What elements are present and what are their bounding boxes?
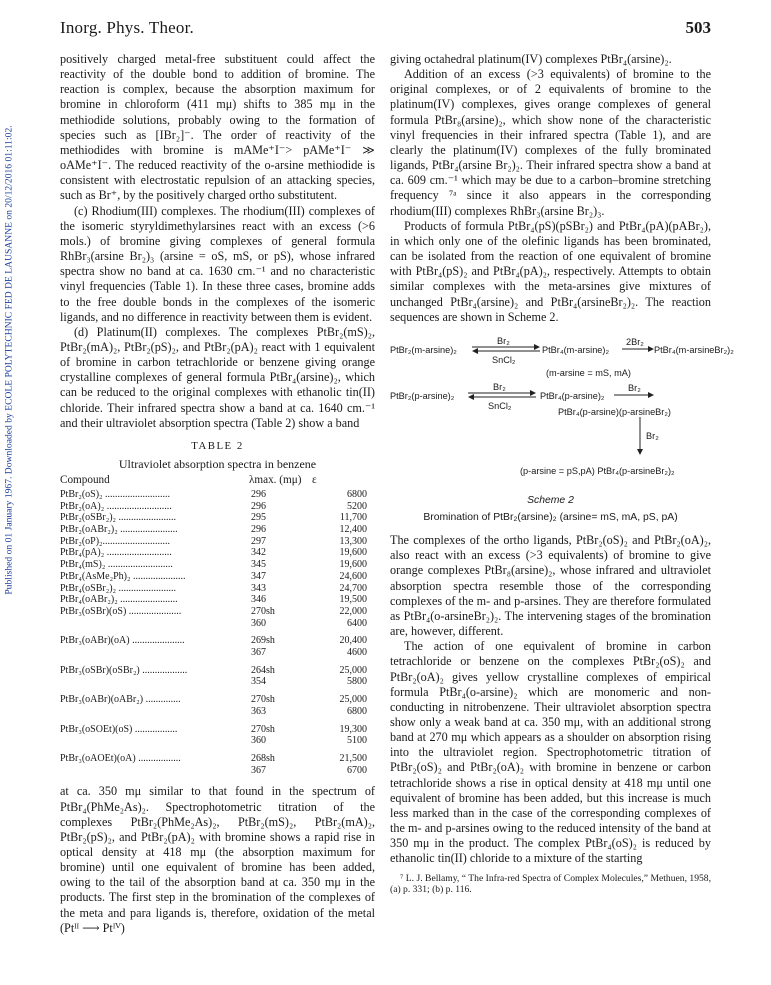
scheme-intermediate-meta: PtBr₄(m-arsine)₂ xyxy=(542,344,610,355)
table-row xyxy=(60,524,375,536)
right-column xyxy=(390,52,734,896)
table-body xyxy=(60,489,375,776)
cell-compound: PtBr₃(oAOEt)(oA) ................. xyxy=(60,752,181,764)
cell-epsilon: 19,600 xyxy=(339,559,367,571)
cell-compound xyxy=(60,647,249,659)
scheme-reagent: Br₂ xyxy=(497,335,510,346)
cell-lambda: 360 xyxy=(251,617,266,629)
cell-compound xyxy=(60,765,249,777)
cell-epsilon: 5800 xyxy=(347,676,367,688)
table-row xyxy=(60,536,375,548)
cell-epsilon: 5100 xyxy=(347,735,367,747)
cell-lambda: 269sh xyxy=(251,635,275,647)
scheme-note: (m-arsine = mS, mA) xyxy=(546,367,631,378)
page-number: 503 xyxy=(685,18,711,37)
table-row xyxy=(60,489,375,501)
table-row xyxy=(60,547,375,559)
left-column xyxy=(60,52,375,936)
paragraph: (c) Rhodium(III) complexes. The rhodium(III) complexes of the isomeric styryldimethylarsines react with an excess (>6 mols.) of bromine giving complexes of general formula RhBr₃(arsine Br₂)₃ (arsine = oS, mS, or pS), whose infrared spectra show no band at ca. 1630 cm.⁻¹ and no characteristic vinyl frequencies (Table 1). In these three cases, bromine adds to the free double bonds in the complexes of the isomeric ligands, and no difference in reactivity between them is evident. xyxy=(60,203,375,324)
cell-epsilon: 25,000 xyxy=(339,694,367,706)
paragraph: The action of one equivalent of bromine in carbon tetrachloride or benzene on the complexes PtBr₂(oS)₂ and PtBr₂(oA)₂ gives yellow crystalline complexes of empirical formula PtBr₄(o-arsine)₂ which are monomeric and non-conducting in nitrobenzene. Their ultraviolet absorption spectra show only a weak band at ca. 350 mμ, with an additional strong band at 270 mμ which appears as a shoulder on absorption rising into the ultraviolet region. Spectrophotometric titration of PtBr₂(oS)₂ and PtBr₂(oA)₂ with bromine in benzene or carbon tetrachloride shows a rise in optical density at 418 mμ until one equivalent of bromine has been added, but this increase is much less marked than in the case of the corresponding complexes of the m- and p-arsines owing to the reduced intensity of the band at 350 mμ in the product. The complex PtBr₄(oS)₂ is reduced by ethanolic tin(II) chloride to a mixture of the starting xyxy=(390,639,711,866)
cell-epsilon: 12,400 xyxy=(339,524,367,536)
cell-compound: PtBr₄(mS)₂ .......................... xyxy=(60,559,173,571)
cell-compound: PtBr₄(oSBr₂)₂ ....................... xyxy=(60,582,177,594)
cell-lambda: 270sh xyxy=(251,605,275,617)
scheme-reagent: SnCl₂ xyxy=(488,400,512,411)
scheme-product-para: PtBr₄(p-arsine)(p-arsineBr₂) xyxy=(558,406,671,417)
scheme-reactant-para: PtBr₂(p-arsine)₂ xyxy=(390,390,455,401)
paragraph: giving octahedral platinum(IV) complexes PtBr₄(arsine)₂. xyxy=(390,52,672,66)
cell-compound xyxy=(60,735,249,747)
cell-compound: PtBr₃(oSOEt)(oS) ................. xyxy=(60,723,178,735)
scheme-reactant-meta: PtBr₂(m-arsine)₂ xyxy=(390,344,457,355)
cell-epsilon: 6400 xyxy=(347,617,367,629)
cell-lambda: 343 xyxy=(251,582,266,594)
cell-lambda: 270sh xyxy=(251,694,275,706)
cell-epsilon: 24,700 xyxy=(339,582,367,594)
table-row xyxy=(60,559,375,571)
cell-compound: PtBr₂(oS)₂ .......................... xyxy=(60,488,171,500)
cell-lambda: 268sh xyxy=(251,752,275,764)
table-row xyxy=(60,647,375,659)
cell-compound: PtBr₃(oABr)(oABr₂) .............. xyxy=(60,694,181,706)
table-row xyxy=(60,606,375,618)
table-row xyxy=(60,688,375,706)
cell-compound: PtBr₃(oSBr)(oSBr₂) .................. xyxy=(60,664,188,676)
header-lambda: λmax. (mμ) xyxy=(249,474,302,487)
table-row xyxy=(60,571,375,583)
cell-compound xyxy=(60,706,249,718)
reaction-scheme xyxy=(390,333,734,493)
cell-lambda: 270sh xyxy=(251,723,275,735)
scheme-caption: Bromination of PtBr₂(arsine)₂ (arsine= mS, mA, pS, pA) xyxy=(423,511,678,523)
header-epsilon: ε xyxy=(312,474,317,487)
cell-compound: PtBr₂(oABr₂)₂ ....................... xyxy=(60,524,178,536)
cell-epsilon: 5200 xyxy=(347,500,367,512)
table-title: TABLE 2 xyxy=(191,439,244,452)
cell-epsilon: 22,000 xyxy=(339,605,367,617)
uv-spectra-table xyxy=(60,475,375,776)
cell-epsilon: 19,300 xyxy=(339,723,367,735)
cell-compound: PtBr₂(oP)₂........................... xyxy=(60,535,171,547)
scheme-label: Scheme 2 xyxy=(527,494,574,506)
cell-lambda: 295 xyxy=(251,512,266,524)
cell-compound xyxy=(60,676,249,688)
cell-epsilon: 25,000 xyxy=(339,664,367,676)
paragraph: at ca. 350 mμ similar to that found in the spectrum of PtBr₄(PhMe₂As)₂. Spectrophotometric titration of the complexes PtBr₂(PhMe₂As)₂, PtBr₂(mS)₂, PtBr₂(mA)₂, PtBr₂(pS)₂, and PtBr₂(pA)₂ with bromine shows a rapid rise in optical density at 418 mμ (the absorption maximum for bromine) until one equivalent of bromine has been added, owing to the tail of the absorption band at ca. 350 mμ in the products. The first step in the bromination of the complexes of the meta and para ligands is, therefore, oxidation of the metal (Ptᴵᴵ ⟶ Ptᴵⱽ) xyxy=(60,784,375,935)
cell-lambda: 345 xyxy=(251,559,266,571)
cell-epsilon: 13,300 xyxy=(339,535,367,547)
scheme-reagent: 2Br₂ xyxy=(626,336,644,347)
table-row xyxy=(60,629,375,647)
paragraph: Products of formula PtBr₄(pS)(pSBr₂) and PtBr₄(pA)(pABr₂), in which only one of the olefinic ligands has been brominated, can be isolated from the reaction of one equivalent of bromine with PtBr₄(pS)₂ and PtBr₄(pA)₂, respectively. Attempts to obtain similar complexes with the meta-arsines give mixtures of unchanged PtBr₄(arsine)₂ and PtBr₄(arsineBr₂)₂. The reaction sequences are shown in Scheme 2. xyxy=(390,218,711,324)
paragraph: Addition of an excess (>3 equivalents) of bromine to the original complexes, or of 2 equivalents of bromine to the platinum(IV) complexes, gives orange complexes of general formula PtBr₈(arsine)₂, which show none of the characteristic vinyl frequencies in their infrared spectra (Table 1), and are clearly the platinum(IV) complexes of the fully brominated ligands, PtBr₄(arsine Br₂)₂. Their infrared spectra show a band at ca. 609 cm.⁻¹ which may be due to a carbon–bromine stretching frequency ⁷ᵃ since it also appears in the corresponding rhodium(III) complexes RhBr₃(arsine Br₂)₃. xyxy=(390,67,711,218)
cell-epsilon: 6800 xyxy=(347,488,367,500)
cell-compound: PtBr₃(oSBr)(oS) ..................... xyxy=(60,605,182,617)
cell-epsilon: 21,500 xyxy=(339,752,367,764)
page-header xyxy=(60,18,711,42)
cell-lambda: 360 xyxy=(251,735,266,747)
table-row xyxy=(60,659,375,677)
cell-compound xyxy=(60,618,249,630)
table-caption: Ultraviolet absorption spectra in benzene xyxy=(118,457,317,472)
cell-lambda: 367 xyxy=(251,764,266,776)
table-row xyxy=(60,594,375,606)
cell-epsilon: 24,600 xyxy=(339,570,367,582)
footnote: ⁷ L. J. Bellamy, “ The Infra-red Spectra of Complex Molecules,” Methuen, 1958, (a) p. 331; (b) p. 116. xyxy=(390,872,711,896)
cell-epsilon: 6700 xyxy=(347,764,367,776)
download-watermark xyxy=(2,60,16,660)
cell-lambda: 347 xyxy=(251,570,266,582)
table-row xyxy=(60,765,375,777)
cell-lambda: 264sh xyxy=(251,664,275,676)
header-compound: Compound xyxy=(60,474,110,487)
cell-lambda: 296 xyxy=(251,500,266,512)
cell-lambda: 354 xyxy=(251,676,266,688)
scheme-reagent: Br₂ xyxy=(646,430,659,441)
table-row xyxy=(60,676,375,688)
paragraph: positively charged metal-free substituent could affect the reactivity of the double bond to addition of bromine. The reaction is complex, because the absorption maximum for bromine in chloroform (411 mμ) shifts to 385 mμ in the methiodide solutions, probably owing to the formation of species such as [IBr₂]⁻. The order of reactivity of the methiodides with bromine is mAMe⁺I⁻> pAMe⁺I⁻ ≫ oAMe⁺I⁻. The reduced reactivity of the o-arsine methiodide is consistent with electrostatic repulsion of an attacking species, such as Br⁺, by the positively charged ortho substitutent. xyxy=(60,52,375,203)
table-row xyxy=(60,735,375,747)
cell-lambda: 342 xyxy=(251,547,266,559)
cell-lambda: 367 xyxy=(251,647,266,659)
cell-epsilon: 4600 xyxy=(347,647,367,659)
table-header-row xyxy=(60,475,375,489)
cell-lambda: 296 xyxy=(251,488,266,500)
cell-compound: PtBr₄(oABr₂)₂ ....................... xyxy=(60,594,178,606)
scheme-reagent: SnCl₂ xyxy=(492,354,516,365)
scheme-final-product: (p-arsine = pS,pA) PtBr₄(p-arsineBr₂)₂ xyxy=(520,465,675,476)
cell-compound: PtBr₂(oSBr₂)₂ ....................... xyxy=(60,512,177,524)
cell-epsilon: 20,400 xyxy=(339,635,367,647)
cell-compound: PtBr₄(AsMe₂Ph)₂ ..................... xyxy=(60,570,186,582)
cell-epsilon: 11,700 xyxy=(339,512,367,524)
cell-compound: PtBr₃(oABr)(oA) ..................... xyxy=(60,635,185,647)
table-row xyxy=(60,718,375,736)
cell-lambda: 296 xyxy=(251,524,266,536)
cell-lambda: 297 xyxy=(251,535,266,547)
journal-title: Inorg. Phys. Theor. xyxy=(60,18,194,37)
scheme-intermediate-para: PtBr₄(p-arsine)₂ xyxy=(540,390,605,401)
cell-lambda: 346 xyxy=(251,594,266,606)
paragraph: (d) Platinum(II) complexes. The complexes PtBr₂(mS)₂, PtBr₂(mA)₂, PtBr₂(pS)₂, and PtBr₂(pA)₂ react with 1 equivalent of bromine in carbon tetrachloride or benzene giving orange crystalline complexes of general formula PtBr₄(arsine)₂, which can be reduced to the original complexes with ethanolic tin(II) chloride. Their infrared spectra show a band at ca. 1640 cm.⁻¹ and their ultraviolet absorption spectra (Table 2) show a band xyxy=(60,324,375,430)
table-row xyxy=(60,583,375,595)
download-watermark-text: Published on 01 January 1967. Downloaded by ECOLE POLYTECHNIC FED DE LAUSANNE on 20/12/2016 01:11:02. xyxy=(3,125,15,595)
scheme-reagent: Br₂ xyxy=(628,382,641,393)
table-row xyxy=(60,618,375,630)
cell-compound: PtBr₂(oA)₂ .......................... xyxy=(60,500,172,512)
cell-epsilon: 19,500 xyxy=(339,594,367,606)
scheme-reagent: Br₂ xyxy=(493,381,506,392)
cell-lambda: 363 xyxy=(251,705,266,717)
paragraph: The complexes of the ortho ligands, PtBr₂(oS)₂ and PtBr₂(oA)₂, also react with an excess (>3 equivalents) of bromine to give orange complexes PtBr₈(arsine)₂, whose infrared and ultraviolet absorption spectra resemble those of the corresponding complexes of the m- and p-arsines. They are therefore formulated as PtBr₄(o-arsineBr₂)₂. The intervening stages of the bromination are, however, different. xyxy=(390,533,711,639)
table-row xyxy=(60,501,375,513)
table-row xyxy=(60,512,375,524)
cell-epsilon: 19,600 xyxy=(339,547,367,559)
table-row xyxy=(60,706,375,718)
cell-compound: PtBr₄(pA)₂ .......................... xyxy=(60,547,172,559)
table-row xyxy=(60,747,375,765)
cell-epsilon: 6800 xyxy=(347,705,367,717)
scheme-product-meta: PtBr₄(m-arsineBr₂)₂ xyxy=(654,344,734,355)
